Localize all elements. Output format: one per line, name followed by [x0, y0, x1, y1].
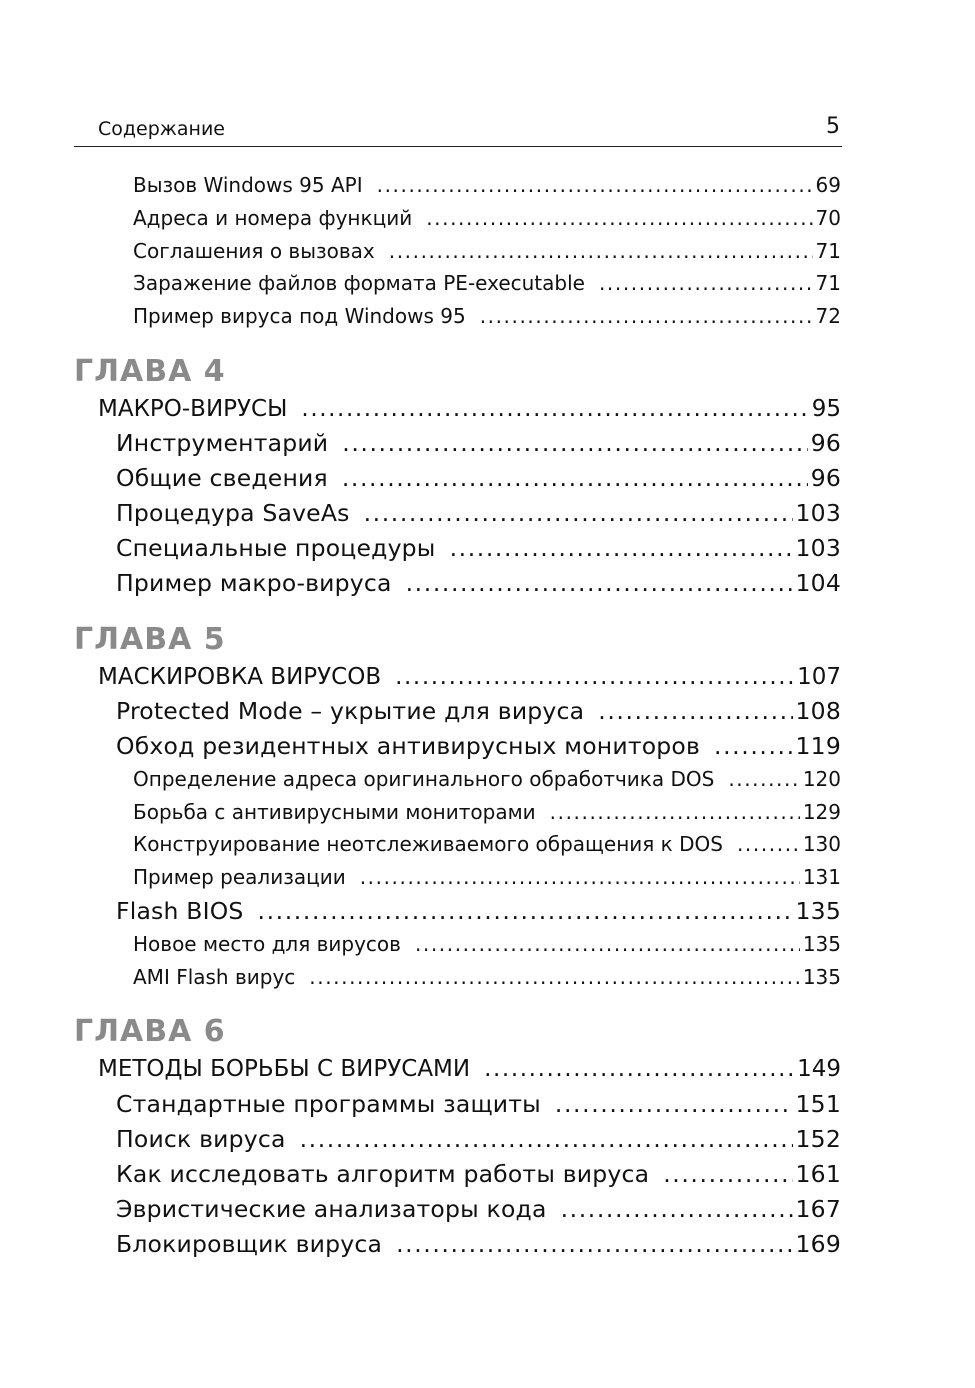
toc-entry[interactable] [133, 802, 841, 822]
dot-leader [364, 502, 793, 526]
dot-leader [550, 802, 800, 822]
dot-leader [395, 666, 794, 689]
toc-entry-title: Заражение файлов формата PE-executable [133, 271, 585, 295]
toc-entry-page: 72 [815, 304, 841, 328]
toc-entry[interactable] [133, 273, 841, 293]
toc-entry[interactable] [133, 967, 841, 987]
toc-entry-title: Адреса и номера функций [133, 206, 413, 230]
dot-leader [555, 1093, 793, 1117]
toc-entry[interactable] [116, 499, 841, 527]
dot-leader [663, 1163, 792, 1187]
dot-leader [342, 432, 807, 456]
toc-entry-title: Пример реализации [133, 865, 346, 889]
dot-leader [426, 208, 812, 228]
dot-leader [300, 1128, 793, 1152]
toc-entry-page: 103 [795, 499, 841, 527]
toc-entry-page: 103 [795, 534, 841, 562]
toc-entry-title: Пример макро-вируса [116, 569, 392, 597]
toc-entry[interactable] [116, 569, 841, 597]
toc-entry[interactable] [133, 834, 841, 854]
toc-entry[interactable] [98, 1058, 841, 1081]
dot-leader [396, 1233, 792, 1257]
toc-entry-title: Пример вируса под Windows 95 [133, 304, 466, 328]
chapter-heading: ГЛАВА 4 [74, 354, 226, 389]
dot-leader [406, 572, 793, 596]
toc-entry-title: Определение адреса оригинального обработчика DOS [133, 767, 715, 791]
dot-leader [342, 467, 808, 491]
toc-entry-page: 95 [811, 396, 841, 422]
dot-leader [309, 967, 800, 987]
chapter-heading: ГЛАВА 6 [74, 1014, 226, 1049]
toc-entry-page: 151 [795, 1090, 841, 1118]
toc-entry[interactable] [98, 398, 841, 421]
toc-entry-page: 161 [795, 1160, 841, 1188]
toc-entry-page: 169 [795, 1230, 841, 1258]
toc-entry[interactable] [116, 464, 841, 492]
dot-leader [360, 867, 800, 887]
toc-entry-title: МАСКИРОВКА ВИРУСОВ [98, 664, 382, 690]
toc-entry-page: 149 [797, 1056, 841, 1082]
dot-leader [484, 1058, 794, 1081]
toc-entry-title: Специальные процедуры [116, 534, 436, 562]
toc-entry[interactable] [116, 897, 841, 925]
toc-entry-title: Поиск вируса [116, 1125, 286, 1153]
dot-leader [599, 273, 813, 293]
toc-entry-page: 120 [802, 767, 841, 791]
toc-entry-title: Блокировщик вируса [116, 1230, 383, 1258]
dot-leader [258, 900, 793, 924]
toc-entry-page: 71 [815, 271, 841, 295]
toc-entry-page: 108 [795, 697, 841, 725]
toc-entry[interactable] [116, 697, 841, 725]
toc-entry[interactable] [133, 306, 841, 326]
dot-leader [598, 700, 792, 724]
toc-entry-title: AMI Flash вирус [133, 965, 296, 989]
toc-entry-page: 152 [795, 1125, 841, 1153]
toc-entry-title: Protected Mode – укрытие для вируса [116, 697, 585, 725]
toc-entry-page: 167 [795, 1195, 841, 1223]
page-header [74, 112, 842, 147]
toc-entry-page: 135 [802, 965, 841, 989]
dot-leader [415, 934, 800, 954]
toc-entry[interactable] [133, 241, 841, 261]
running-title: Содержание [98, 118, 225, 140]
toc-entry[interactable] [133, 175, 841, 195]
toc-entry[interactable] [116, 1195, 841, 1223]
toc-entry-page: 96 [810, 464, 841, 492]
toc-entry[interactable] [116, 1230, 841, 1258]
toc-entry[interactable] [116, 534, 841, 562]
toc-entry-title: Борьба с антивирусными мониторами [133, 800, 536, 824]
toc-entry[interactable] [116, 1125, 841, 1153]
toc-entry-page: 131 [802, 865, 841, 889]
toc-entry[interactable] [116, 1160, 841, 1188]
toc-entry-page: 96 [810, 429, 841, 457]
toc-entry-title: Обход резидентных антивирусных мониторов [116, 732, 701, 760]
toc-entry-page: 69 [815, 173, 841, 197]
toc-entry[interactable] [98, 666, 841, 689]
toc-entry-page: 130 [802, 832, 841, 856]
toc-entry-title: Вызов Windows 95 API [133, 173, 363, 197]
toc-entry[interactable] [133, 867, 841, 887]
toc-entry-title: Инструментарий [116, 429, 329, 457]
toc-entry-page: 119 [795, 732, 841, 760]
toc-entry[interactable] [116, 732, 841, 760]
toc-entry-title: Новое место для вирусов [133, 932, 401, 956]
toc-entry-page: 135 [802, 932, 841, 956]
toc-entry-title: МЕТОДЫ БОРЬБЫ С ВИРУСАМИ [98, 1056, 471, 1082]
dot-leader [561, 1198, 793, 1222]
toc-entry-title: Процедура SaveAs [116, 499, 350, 527]
dot-leader [480, 306, 813, 326]
toc-entry-title: Эвристические анализаторы кода [116, 1195, 547, 1223]
toc-entry-title: Flash BIOS [116, 897, 244, 925]
toc-entry-page: 107 [797, 664, 841, 690]
toc-entry-page: 129 [802, 800, 841, 824]
dot-leader [389, 241, 813, 261]
toc-entry-title: МАКРО-ВИРУСЫ [98, 396, 288, 422]
toc-entry-page: 71 [815, 239, 841, 263]
dot-leader [737, 834, 800, 854]
toc-entry-title: Конструирование неотслеживаемого обращения к DOS [133, 832, 723, 856]
toc-entry-title: Соглашения о вызовах [133, 239, 375, 263]
dot-leader [301, 398, 808, 421]
dot-leader [714, 735, 792, 759]
toc-entry[interactable] [133, 934, 841, 954]
dot-leader [377, 175, 813, 195]
toc-entry-page: 70 [815, 206, 841, 230]
dot-leader [728, 769, 800, 789]
toc-entry[interactable] [133, 769, 841, 789]
toc-entry-title: Общие сведения [116, 464, 328, 492]
toc-entry-page: 104 [795, 569, 841, 597]
page-number: 5 [826, 114, 840, 139]
dot-leader [450, 537, 793, 561]
toc-entry[interactable] [116, 1090, 841, 1118]
toc-entry[interactable] [133, 208, 841, 228]
chapter-heading: ГЛАВА 5 [74, 622, 226, 657]
toc-entry-page: 135 [795, 897, 841, 925]
toc-entry-title: Как исследовать алгоритм работы вируса [116, 1160, 650, 1188]
toc-entry[interactable] [116, 429, 841, 457]
toc-entry-title: Стандартные программы защиты [116, 1090, 541, 1118]
